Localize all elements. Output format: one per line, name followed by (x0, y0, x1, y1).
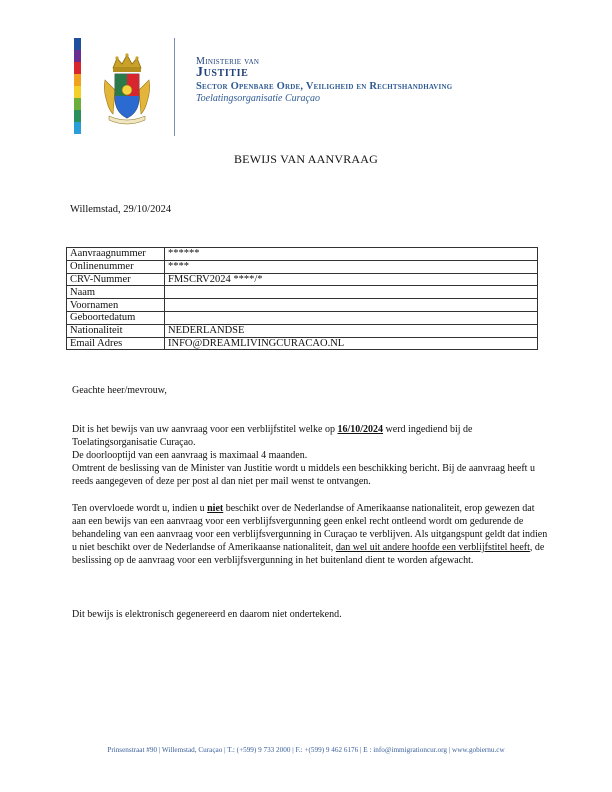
ministry-sector: Sector Openbare Orde, Veiligheid en Rechtshandhaving (196, 81, 453, 92)
table-row (67, 260, 538, 273)
greeting: Geachte heer/mevrouw, (72, 385, 167, 396)
ministry-organisation: Toelatingsorganisatie Curaçao (196, 93, 320, 104)
table-row (67, 311, 538, 324)
row-value: FMSCRV2024 ****/* (165, 273, 538, 286)
row-value (165, 311, 538, 324)
ministry-line-1: Ministerie van (196, 56, 260, 67)
color-segment (74, 38, 81, 50)
coat-of-arms-icon (103, 50, 151, 126)
table-row (67, 299, 538, 312)
color-segment (74, 98, 81, 110)
color-segment (74, 50, 81, 62)
row-label: Voornamen (67, 299, 165, 312)
text: , de beslissing op de aanvraag voor een verblijfsvergunning in het buitenland dient te worden afgewacht. (72, 542, 545, 566)
color-segment (74, 110, 81, 122)
decision-notice: Omtrent de beslissing van de Minister van Justitie wordt u middels een beschikking bericht. Bij de aanvraag heeft u reeds aangegeven of deze per post al dan niet per mail wenst te ontvangen. (72, 463, 535, 487)
date-line: Willemstad, 29/10/2024 (70, 204, 172, 215)
row-value: NEDERLANDSE (165, 324, 538, 337)
paragraph-notice (72, 502, 548, 567)
letterhead-divider (174, 38, 175, 136)
row-label: Nationaliteit (67, 324, 165, 337)
text: werd ingediend bij de Toelatingsorganisatie Curaçao. (72, 424, 473, 448)
row-value: ****** (165, 248, 538, 261)
color-segment (74, 86, 81, 98)
color-segment (74, 62, 81, 74)
footer-contact: Prinsenstraat #90 | Willemstad, Curaçao | T.: (+599) 9 733 2000 | F.: +(599) 9 462 6176 | E : info@immigrationcur.org | www.gobiernu.cw (107, 746, 505, 754)
row-value: **** (165, 260, 538, 273)
row-value (165, 299, 538, 312)
paragraph-application (72, 423, 548, 488)
application-details-table (66, 247, 538, 350)
color-segment (74, 74, 81, 86)
table-row (67, 248, 538, 261)
processing-time: De doorlooptijd van een aanvraag is maximaal 4 maanden. (72, 450, 308, 461)
table-row (67, 286, 538, 299)
row-label: Onlinenummer (67, 260, 165, 273)
table-row (67, 324, 538, 337)
ministry-name: Justitie (196, 65, 249, 80)
electronic-notice: Dit bewijs is elektronisch gegenereerd en daarom niet ondertekend. (72, 609, 342, 620)
table-row (67, 337, 538, 350)
row-label: CRV-Nummer (67, 273, 165, 286)
document-title: BEWIJS VAN AANVRAAG (233, 152, 379, 166)
row-label: Geboortedatum (67, 311, 165, 324)
table-row (67, 273, 538, 286)
row-label: Email Adres (67, 337, 165, 350)
text: beschikt over de Nederlandse of Amerikaanse nationaliteit, erop gewezen dat aan een bewijs van een aanvraag voor een verblijfsvergunning geen enkel recht ontleend wordt om gedurende de behandeling van een aanvraag voor een verblijfsvergunning in Curaçao te verblijven. Als uitgangspunt geldt dat indien u niet beschikt over de Nederlandse of Amerikaanse nationaliteit, (72, 503, 548, 553)
text: Dit is het bewijs van uw aanvraag voor een verblijfstitel welke op (72, 424, 338, 435)
underlined-clause: dan wel uit andere hoofde een verblijfstitel heeft (335, 542, 530, 553)
submission-date: 16/10/2024 (337, 424, 384, 435)
row-label: Aanvraagnummer (67, 248, 165, 261)
row-value (165, 286, 538, 299)
row-value: INFO@DREAMLIVINGCURACAO.NL (165, 337, 538, 350)
color-segment (74, 122, 81, 134)
emphasis-niet: niet (207, 503, 224, 514)
brand-color-bar (74, 38, 81, 134)
row-label: Naam (67, 286, 165, 299)
text: Ten overvloede wordt u, indien u (72, 503, 208, 514)
